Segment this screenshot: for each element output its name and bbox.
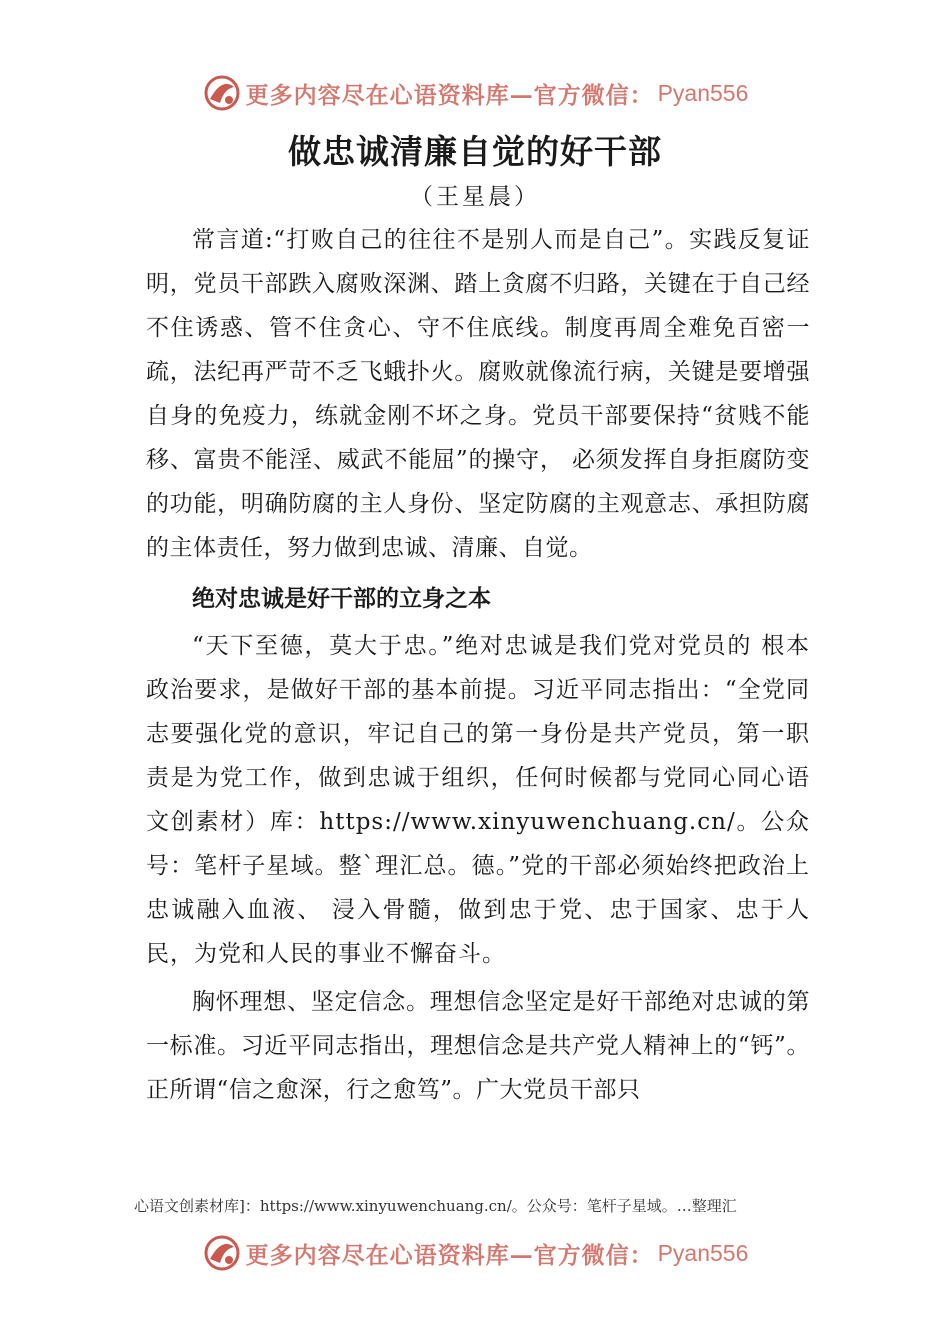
paragraph-loyalty-part1: “天下至德，莫大于忠。”绝对忠诚是我们党对党员的 根本政治要求，是做好干部的基本前提。习近平同志指出：“全党同志要强化党的意识，牢记自己的第一身份是共产党员，第一职责是为党工作，做到忠诚于组织，任何时候都与党同心同心语文创素材）库：	[146, 633, 810, 835]
document-body	[146, 218, 810, 1112]
paragraph-loyalty-url: https://www.xinyuwenchuang.cn/	[319, 809, 736, 835]
document-author: （王星晨）	[410, 184, 540, 210]
banner-text: 更多内容尽在心语资料库—官方微信：	[245, 81, 654, 109]
section-heading-loyalty: 绝对忠诚是好干部的立身之本	[192, 586, 491, 612]
paragraph-ideals: 胸怀理想、坚定信念。理想信念坚定是好干部绝对忠诚的第一标准。习近平同志指出，理想信念是共产党人精神上的“钙”。正所谓“信之愈深，行之愈笃”。广大党员干部只	[146, 989, 810, 1103]
paragraph-loyalty	[146, 624, 810, 976]
paragraph-loyalty-part2: 。公众号：笔杆子星域。整`理汇总。德。”党的干部必须始终把政治上忠诚融入血液、 浸入骨髓，做到忠于党、忠于国家、忠于人民，为党和人民的事业不懈奋斗。	[146, 809, 811, 967]
logo-icon	[202, 73, 242, 113]
banner-wechat-id: Pyan556	[657, 1239, 749, 1266]
top-watermark-banner	[0, 70, 950, 116]
banner-wechat-id: Pyan556	[657, 79, 749, 106]
document-title: 做忠诚清廉自觉的好干部	[288, 132, 662, 171]
paragraph-intro: 常言道:“打败自己的往往不是别人而是自己”。实践反复证明，党员干部跌入腐败深渊、踏上贪腐不归路，关键在于自己经不住诱惑、管不住贪心、守不住底线。制度再周全难免百密一疏，法纪再严苛不乏飞蛾扑火。腐败就像流行病，关键是要增强自身的免疫力，练就金刚不坏之身。党员干部要保持“贫贱不能移、富贵不能淫、威武不能屈”的操守， 必须发挥自身拒腐防变的功能，明确防腐的主人身份、坚定防腐的主观意志、承担防腐的主体责任，努力做到忠诚、清廉、自觉。	[146, 227, 810, 561]
bottom-watermark-banner	[0, 1230, 950, 1276]
footer-source-note: 心语文创素材库]：https://www.xinyuwenchuang.cn/。公众号：笔杆子星域。…整理汇	[134, 1197, 737, 1215]
banner-text: 更多内容尽在心语资料库—官方微信：	[245, 1241, 654, 1269]
logo-icon	[202, 1233, 242, 1273]
